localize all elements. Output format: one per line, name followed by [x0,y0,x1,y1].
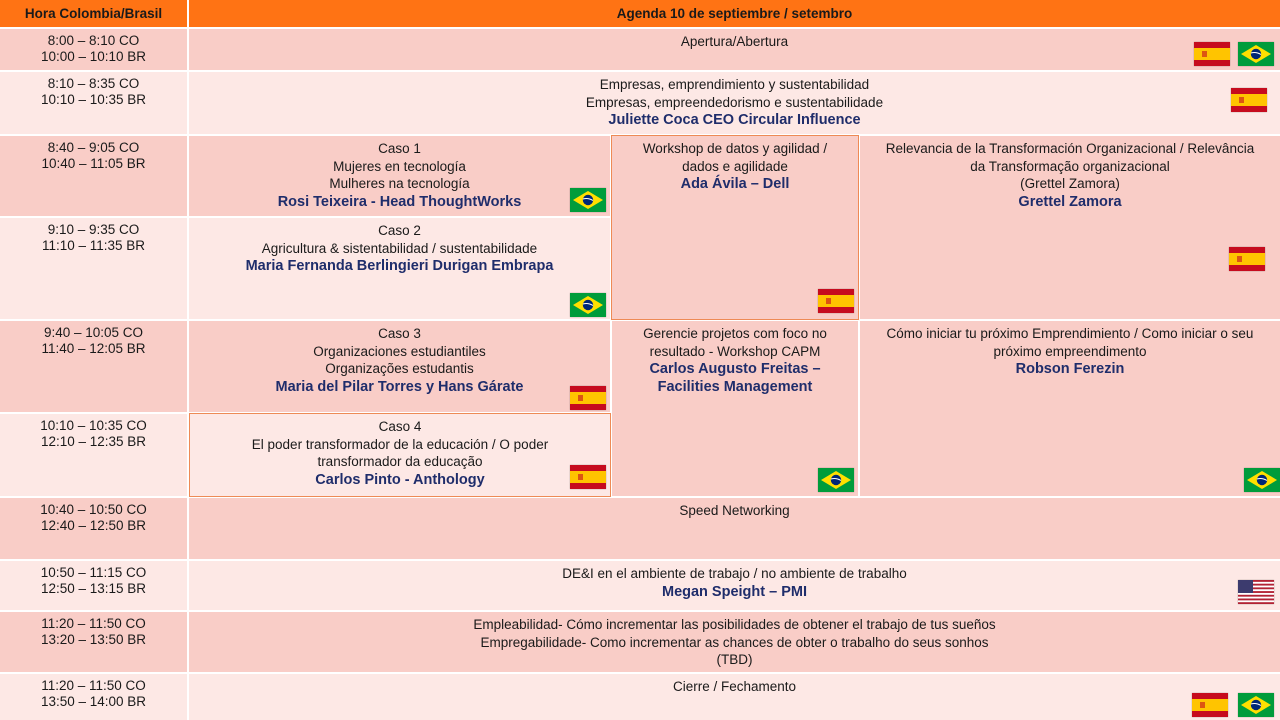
time-column-header: Hora Colombia/Brasil [0,0,187,27]
speaker-name: Megan Speight – PMI [661,583,807,600]
session-caso-1 [189,136,610,216]
session-title-es: Empresas, emprendimiento y sustentabilidad [599,77,870,92]
session-label: Caso 4 [378,419,422,434]
usa-flag-icon [1238,580,1274,604]
time-br: 13:50 – 14:00 BR [40,694,147,709]
speaker-name: Ada Ávila – Dell [680,176,790,192]
time-co: 11:20 – 11:50 CO [41,616,146,631]
time-br: 12:50 – 13:15 BR [40,581,147,596]
session-title-es: Organizaciones estudiantiles [313,343,486,359]
time-slot-6 [0,414,187,496]
time-co: 10:10 – 10:35 CO [40,418,147,433]
spain-flag-icon [1194,42,1230,66]
time-co: 9:10 – 9:35 CO [47,222,140,237]
session-title-line1: El poder transformador de la educación / O poder [251,436,549,452]
speaker-name: Maria Fernanda Berlingieri Durigan Embrapa [245,258,554,274]
brazil-flag-icon [570,188,606,212]
session-title-es: Mujeres en tecnología [333,158,466,174]
time-slot-4 [0,218,187,319]
time-co: 9:40 – 10:05 CO [43,325,144,340]
time-br: 10:00 – 10:10 BR [40,49,147,64]
session-title-pt: Empregabilidade- Como incrementar as chances de obter o trabalho do seus sonhos [480,634,989,650]
session-title: Cierre / Fechamento [672,679,797,694]
session-title-line2: transformador da educação [317,454,483,469]
session-note: (Grettel Zamora) [1020,176,1120,191]
session-title: Apertura/Abertura [680,34,789,49]
session-networking [189,498,1280,559]
session-title-line2: resultado - Workshop CAPM [649,343,821,359]
session-label: Caso 3 [378,326,421,341]
time-slot-opening [0,29,187,70]
time-slot-networking [0,498,187,559]
session-title-es: Relevancia de la Transformación Organizacional / Relevância [885,141,1255,156]
time-co: 8:00 – 8:10 CO [47,33,140,48]
session-caso-4 [189,413,611,497]
session-empresas [189,72,1280,134]
time-slot-empleabilidad [0,612,187,672]
time-slot-3 [0,136,187,216]
time-slot-dei [0,561,187,610]
session-title-pt: Mulheres na tecnología [329,176,470,191]
speaker-name: Juliette Coca CEO Circular Influence [608,112,861,128]
session-title-es: Workshop de datos y agilidad / [642,141,828,156]
session-title-line1: Gerencie projetos com foco no [643,326,827,341]
session-title-pt: dados e agilidade [682,158,788,174]
time-br: 11:10 – 11:35 BR [41,238,146,253]
time-slot-closing [0,674,187,720]
speaker-name: Carlos Augusto Freitas – [649,361,821,377]
session-label: Caso 1 [378,141,421,156]
brazil-flag-icon [570,293,606,317]
session-title-line1: Cómo iniciar tu próximo Emprendimiento / Como iniciar o seu [886,326,1254,341]
session-label: Caso 2 [378,223,421,238]
time-br: 12:10 – 12:35 BR [40,434,147,449]
brazil-flag-icon [1238,42,1274,66]
brazil-flag-icon [1238,693,1274,717]
spain-flag-icon [1192,693,1228,717]
spain-flag-icon [570,465,606,489]
time-br: 10:10 – 10:35 BR [40,92,147,107]
session-dei [189,561,1280,610]
session-title: Agricultura & sistentabilidad / sustentabilidade [261,240,538,256]
spain-flag-icon [1231,88,1267,112]
time-slot-empresas [0,72,187,134]
speaker-name: Rosi Teixeira - Head ThoughtWorks [277,193,522,210]
time-br: 12:40 – 12:50 BR [40,518,147,533]
session-empleabilidad [189,612,1280,672]
spain-flag-icon [818,289,854,313]
speaker-name: Carlos Pinto - Anthology [315,471,485,488]
time-co: 10:40 – 10:50 CO [40,502,147,517]
time-br: 13:20 – 13:50 BR [40,632,147,647]
brazil-flag-icon [818,468,854,492]
brazil-flag-icon [1244,468,1280,492]
session-caso-2 [189,218,610,319]
session-title: DE&I en el ambiente de trabajo / no ambiente de trabalho [562,566,907,581]
session-title-pt: Organizações estudantis [325,361,474,376]
speaker-name: Maria del Pilar Torres y Hans Gárate [275,378,524,395]
speaker-name: Grettel Zamora [1018,193,1122,210]
session-opening [189,29,1280,70]
time-co: 8:40 – 9:05 CO [47,140,140,155]
session-relevancia [860,136,1280,319]
spain-flag-icon [570,386,606,410]
time-co: 10:50 – 11:15 CO [40,565,147,580]
spain-flag-icon [1229,247,1265,271]
session-caso-3 [189,321,610,412]
time-co: 11:20 – 11:50 CO [41,678,146,693]
session-title-es: Empleabilidad- Cómo incrementar las posibilidades de obtener el trabajo de tus sueños [473,617,996,632]
session-note: (TBD) [716,652,753,667]
agenda-column-header: Agenda 10 de septiembre / setembro [189,0,1280,27]
session-title-pt: da Transformação organizacional [970,158,1170,174]
time-slot-5 [0,321,187,412]
session-closing [189,674,1280,720]
session-title: Speed Networking [679,503,790,518]
time-br: 10:40 – 11:05 BR [41,156,146,171]
session-title-line2: próximo empreendimento [993,343,1147,359]
time-br: 11:40 – 12:05 BR [41,341,146,356]
speaker-company: Facilities Management [657,379,813,395]
session-emprendimiento [860,321,1280,496]
time-co: 8:10 – 8:35 CO [47,76,140,91]
speaker-name: Robson Ferezin [1015,361,1125,377]
session-title-pt: Empresas, empreendedorismo e sustentabilidade [585,94,884,110]
